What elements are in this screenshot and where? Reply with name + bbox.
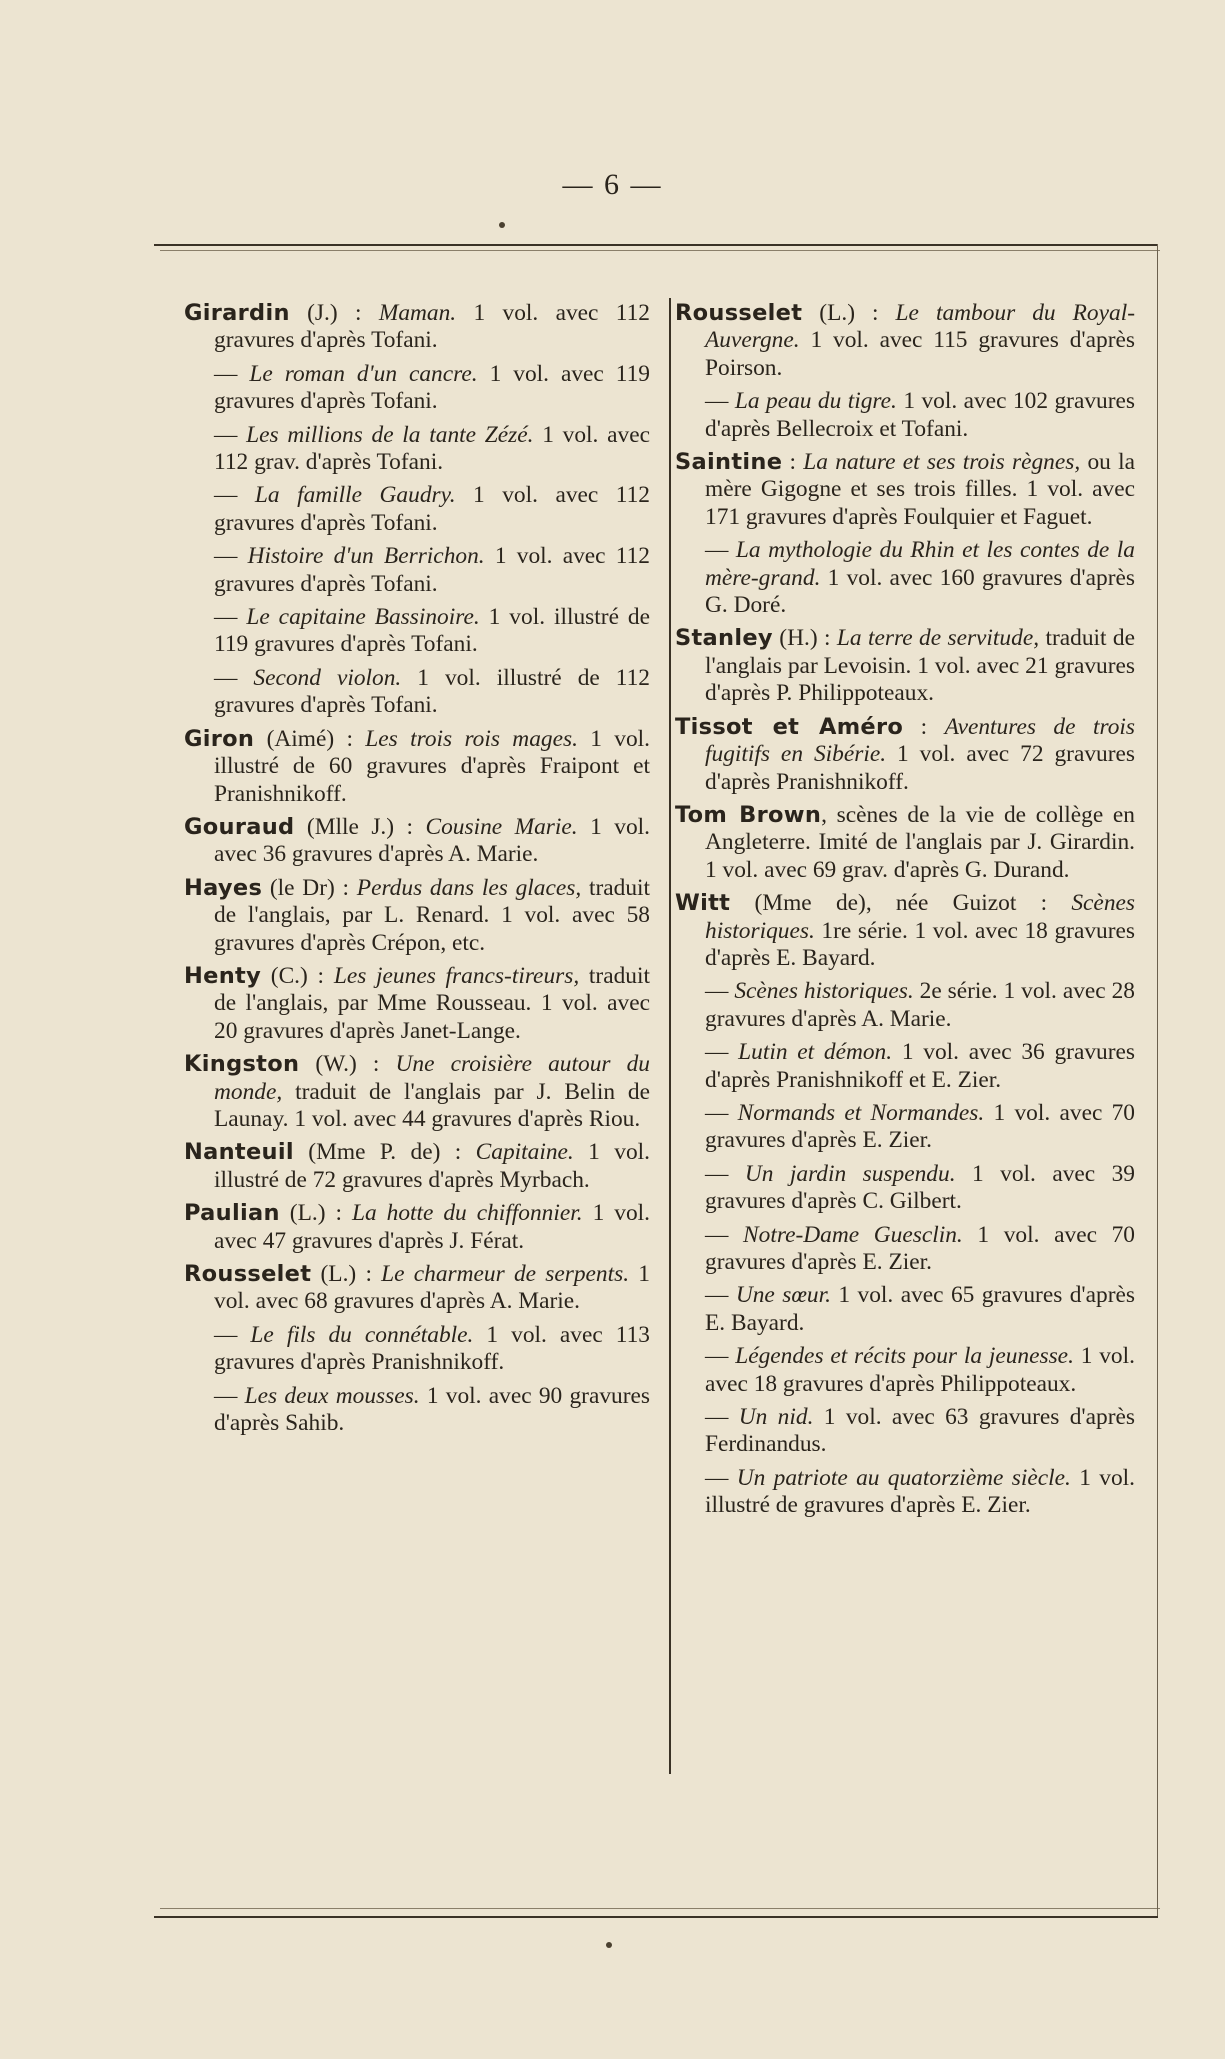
entry-separator: —: [214, 421, 247, 448]
entry-details: 1 vol. avec 113 gravures d'après Pranishnikoff.: [214, 1321, 650, 1376]
entry-author: Rousselet: [184, 1261, 312, 1287]
entry-separator: —: [705, 1160, 745, 1187]
entry-details: ou la mère Gigogne et ses trois filles. 1 vol. avec 171 gravures d'après Foulquier et Faguet.: [705, 449, 1135, 530]
entry-separator: —: [705, 1282, 736, 1309]
entry-title: Un jardin suspendu.: [744, 1160, 956, 1187]
entry-author: Kingston: [184, 1051, 300, 1078]
entry-details: 2e série. 1 vol. avec 28 gravures d'après A. Marie.: [705, 978, 1135, 1032]
catalog-entry: [675, 300, 1135, 382]
entry-separator: —: [705, 1221, 744, 1248]
entry-author: Henty: [184, 962, 262, 989]
entry-author: Giron: [184, 725, 255, 752]
entry-title: La nature et ses trois règnes,: [803, 449, 1081, 476]
entry-separator: —: [214, 360, 250, 387]
entry-separator: (C.) :: [261, 962, 334, 989]
entry-details: traduit de l'anglais, par Mme Rousseau. 1 vol. avec 20 gravures d'après Janet-Lange.: [214, 962, 650, 1044]
entry-author: Hayes: [184, 874, 263, 901]
entry-separator: (le Dr) :: [262, 874, 357, 901]
entry-details: traduit de l'anglais, par L. Renard. 1 vol. avec 58 gravures d'après Crépon, etc.: [214, 874, 651, 956]
entry-author: Saintine: [675, 449, 783, 476]
catalog-entry: [184, 361, 650, 416]
entry-title: Le fils du connétable.: [250, 1321, 474, 1348]
catalog-entry: [184, 1322, 650, 1377]
entry-details: 1 vol. avec 47 gravures d'après J. Férat.: [214, 1200, 650, 1254]
catalog-entry: [184, 665, 650, 720]
entry-separator: —: [705, 388, 735, 415]
entry-separator: :: [903, 713, 945, 740]
catalog-entry: [184, 1383, 650, 1438]
frame-right-rule: [1157, 244, 1158, 1916]
catalog-entry: [675, 449, 1135, 531]
catalog-entry: [675, 1343, 1135, 1398]
catalog-entry: [184, 1051, 650, 1133]
entry-separator: —: [705, 537, 736, 564]
entry-separator: —: [214, 604, 247, 631]
entry-title: Notre-Dame Guesclin.: [743, 1221, 963, 1248]
entry-title: La mythologie du Rhin et les contes de la mère-grand.: [705, 537, 1135, 591]
entry-separator: —: [705, 1099, 738, 1126]
entry-author: Girardin: [184, 300, 290, 326]
entry-separator: —: [705, 978, 735, 1005]
entry-separator: —: [705, 1404, 739, 1431]
entry-details: 1 vol. avec 36 gravures d'après Pranishnikoff et E. Zier.: [705, 1039, 1135, 1093]
catalog-entry: [675, 1404, 1135, 1459]
entry-details: scènes de la vie de collège en Angleterre. Imité de l'anglais par J. Girardin. 1 vol. avec 69 grav. d'après G. Durand.: [705, 801, 1135, 883]
entry-details: 1 vol. avec 90 gravures d'après Sahib.: [214, 1382, 650, 1437]
catalog-entry: [184, 543, 650, 598]
entry-separator: —: [214, 664, 254, 691]
entry-title: Le roman d'un cancre.: [249, 360, 478, 387]
entry-title: Second violon.: [253, 664, 402, 691]
entry-details: 1 vol. avec 68 gravures d'après A. Marie.: [214, 1261, 650, 1315]
entry-separator: —: [705, 1039, 739, 1066]
catalog-entry: [184, 1200, 650, 1255]
entry-details: 1 vol. avec 112 gravures d'après Tofani.: [214, 300, 650, 354]
entry-title: Légendes et récits pour la jeunesse.: [735, 1343, 1074, 1370]
entry-title: La hotte du chiffonnier.: [351, 1200, 583, 1227]
catalog-entry: [184, 482, 650, 537]
page-number: — 6 —: [562, 168, 663, 201]
catalog-entry: [184, 963, 650, 1045]
printer-dot: [499, 222, 505, 228]
entry-separator: —: [214, 543, 248, 570]
frame-inner-top-rule: [160, 250, 1160, 251]
entry-separator: (J.) :: [289, 300, 379, 326]
entry-separator: (Mme de), née Guizot :: [730, 890, 1072, 917]
entry-title: Les millions de la tante Zézé.: [246, 421, 534, 448]
entry-details: 1 vol. avec 102 gravures d'après Bellecroix et Tofani.: [705, 388, 1135, 442]
entry-details: 1re série. 1 vol. avec 18 gravures d'après E. Bayard.: [705, 917, 1135, 971]
entry-details: 1 vol. illustré de 112 gravures d'après Tofani.: [214, 664, 650, 719]
entry-separator: —: [214, 1321, 251, 1348]
entry-author: Stanley: [675, 625, 773, 652]
entry-separator: :: [782, 449, 804, 476]
entry-title: Maman.: [378, 300, 457, 326]
entry-title: Un patriote au quatorzième siècle.: [736, 1464, 1071, 1491]
entry-separator: (H.) :: [772, 625, 837, 652]
entry-author: Witt: [675, 890, 731, 917]
entry-author: Paulian: [184, 1200, 280, 1227]
entry-title: Cousine Marie.: [425, 813, 578, 840]
entry-separator: (L.) :: [802, 300, 896, 326]
entry-title: Normands et Normandes.: [737, 1099, 985, 1126]
catalog-entry: [184, 300, 650, 355]
entry-separator: (Mlle J.) :: [294, 813, 426, 840]
catalog-entry: [675, 1465, 1135, 1520]
frame-inner-bottom-rule: [160, 1908, 1160, 1909]
catalog-entry: [184, 726, 650, 808]
entry-separator: (W.) :: [299, 1051, 396, 1078]
entry-details: traduit de l'anglais par Levoisin. 1 vol. avec 21 gravures d'après P. Philippoteaux.: [705, 625, 1135, 707]
entry-title: Lutin et démon.: [738, 1039, 893, 1066]
catalog-entry: [184, 422, 650, 477]
catalog-entry: [184, 604, 650, 659]
right-column: [675, 300, 1135, 1526]
entry-separator: —: [705, 1343, 736, 1370]
entry-title: Aventures de trois fugitifs en Sibérie.: [705, 713, 1135, 768]
catalog-entry: [675, 1282, 1135, 1337]
entry-title: Histoire d'un Berrichon.: [247, 543, 485, 570]
entry-details: 1 vol. illustré de 60 gravures d'après Fraipont et Pranishnikoff.: [214, 725, 650, 807]
entry-separator: (L.) :: [311, 1261, 382, 1287]
entry-title: La famille Gaudry.: [254, 482, 456, 509]
entry-separator: —: [705, 1464, 737, 1491]
entry-details: 1 vol. avec 70 gravures d'après E. Zier.: [705, 1099, 1135, 1154]
column-divider: [669, 298, 671, 1774]
entry-details: 1 vol. avec 112 gravures d'après Tofani.: [214, 482, 650, 536]
entry-details: 1 vol. avec 39 gravures d'après C. Gilbert.: [705, 1160, 1136, 1215]
entry-title: Perdus dans les glaces,: [356, 874, 582, 901]
entry-details: 1 vol. avec 65 gravures d'après E. Bayard.: [705, 1282, 1135, 1336]
entry-details: 1 vol. avec 160 gravures d'après G. Doré.: [705, 564, 1135, 619]
catalog-entry: [675, 537, 1135, 619]
entry-title: Scènes historiques.: [734, 978, 914, 1005]
entry-title: Capitaine.: [475, 1139, 574, 1166]
left-column: [184, 300, 650, 1443]
entry-author: Tissot et Améro: [675, 713, 904, 740]
entry-details: 1 vol. avec 36 gravures d'après A. Marie.: [214, 813, 650, 868]
catalog-entry: [675, 1222, 1135, 1277]
entry-title: Les trois rois mages.: [365, 725, 578, 752]
catalog-entry: [675, 802, 1135, 884]
entry-title: La peau du tigre.: [734, 388, 897, 415]
entry-title: Les jeunes francs-tireurs,: [333, 962, 580, 989]
catalog-entry: [675, 890, 1135, 972]
catalog-entry: [184, 1261, 650, 1316]
entry-details: 1 vol. avec 112 grav. d'après Tofani.: [214, 421, 650, 476]
entry-separator: (Mme P. de) :: [293, 1139, 476, 1166]
catalog-entry: [675, 625, 1135, 707]
entry-details: 1 vol. avec 70 gravures d'après E. Zier.: [705, 1221, 1135, 1275]
entry-details: 1 vol. avec 115 gravures d'après Poirson.: [705, 327, 1135, 381]
catalog-entry: [675, 388, 1135, 443]
catalog-entry: [675, 714, 1135, 796]
entry-details: 1 vol. avec 119 gravures d'après Tofani.: [214, 360, 650, 415]
entry-author: Tom Brown: [675, 801, 822, 828]
entry-details: 1 vol. avec 72 gravures d'après Pranishnikoff.: [705, 741, 1135, 795]
entry-details: 1 vol. avec 112 gravures d'après Tofani.: [214, 543, 650, 597]
entry-title: Le capitaine Bassinoire.: [246, 604, 480, 631]
entry-title: La terre de servitude,: [836, 625, 1040, 652]
entry-separator: —: [214, 1382, 245, 1409]
printer-dot: [606, 1942, 612, 1948]
entry-title: Scènes historiques.: [705, 890, 1135, 944]
catalog-entry: [675, 1100, 1135, 1155]
entry-details: 1 vol. avec 18 gravures d'après Philippoteaux.: [705, 1343, 1135, 1397]
entry-details: traduit de l'anglais par J. Belin de Launay. 1 vol. avec 44 gravures d'après Riou.: [214, 1078, 650, 1132]
catalog-entry: [675, 1039, 1135, 1094]
entry-title: Un nid.: [738, 1404, 814, 1431]
catalog-entry: [675, 978, 1135, 1033]
entry-details: 1 vol. avec 63 gravures d'après Ferdinandus.: [705, 1404, 1135, 1458]
catalog-entry: [184, 814, 650, 869]
entry-details: 1 vol. illustré de gravures d'après E. Zier.: [705, 1464, 1135, 1519]
entry-title: Le tambour du Royal-Auvergne.: [705, 300, 1135, 354]
entry-author: Gouraud: [184, 813, 295, 840]
entry-title: Une croisière autour du monde,: [214, 1051, 650, 1105]
entry-separator: (Aimé) :: [254, 725, 366, 752]
entry-separator: —: [214, 482, 255, 509]
entry-author: Nanteuil: [184, 1139, 294, 1166]
entry-author: Rousselet: [675, 300, 803, 326]
entry-title: Le charmeur de serpents.: [381, 1261, 630, 1287]
entry-title: Les deux mousses.: [244, 1382, 420, 1409]
catalog-entry: [184, 1139, 650, 1194]
entry-separator: ,: [821, 801, 837, 828]
entry-title: Une sœur.: [735, 1282, 831, 1309]
catalog-entry: [675, 1161, 1135, 1216]
entry-details: 1 vol. illustré de 119 gravures d'après Tofani.: [214, 604, 650, 658]
entry-details: 1 vol. illustré de 72 gravures d'après Myrbach.: [214, 1139, 650, 1193]
catalog-entry: [184, 875, 650, 957]
entry-separator: (L.) :: [279, 1200, 352, 1227]
